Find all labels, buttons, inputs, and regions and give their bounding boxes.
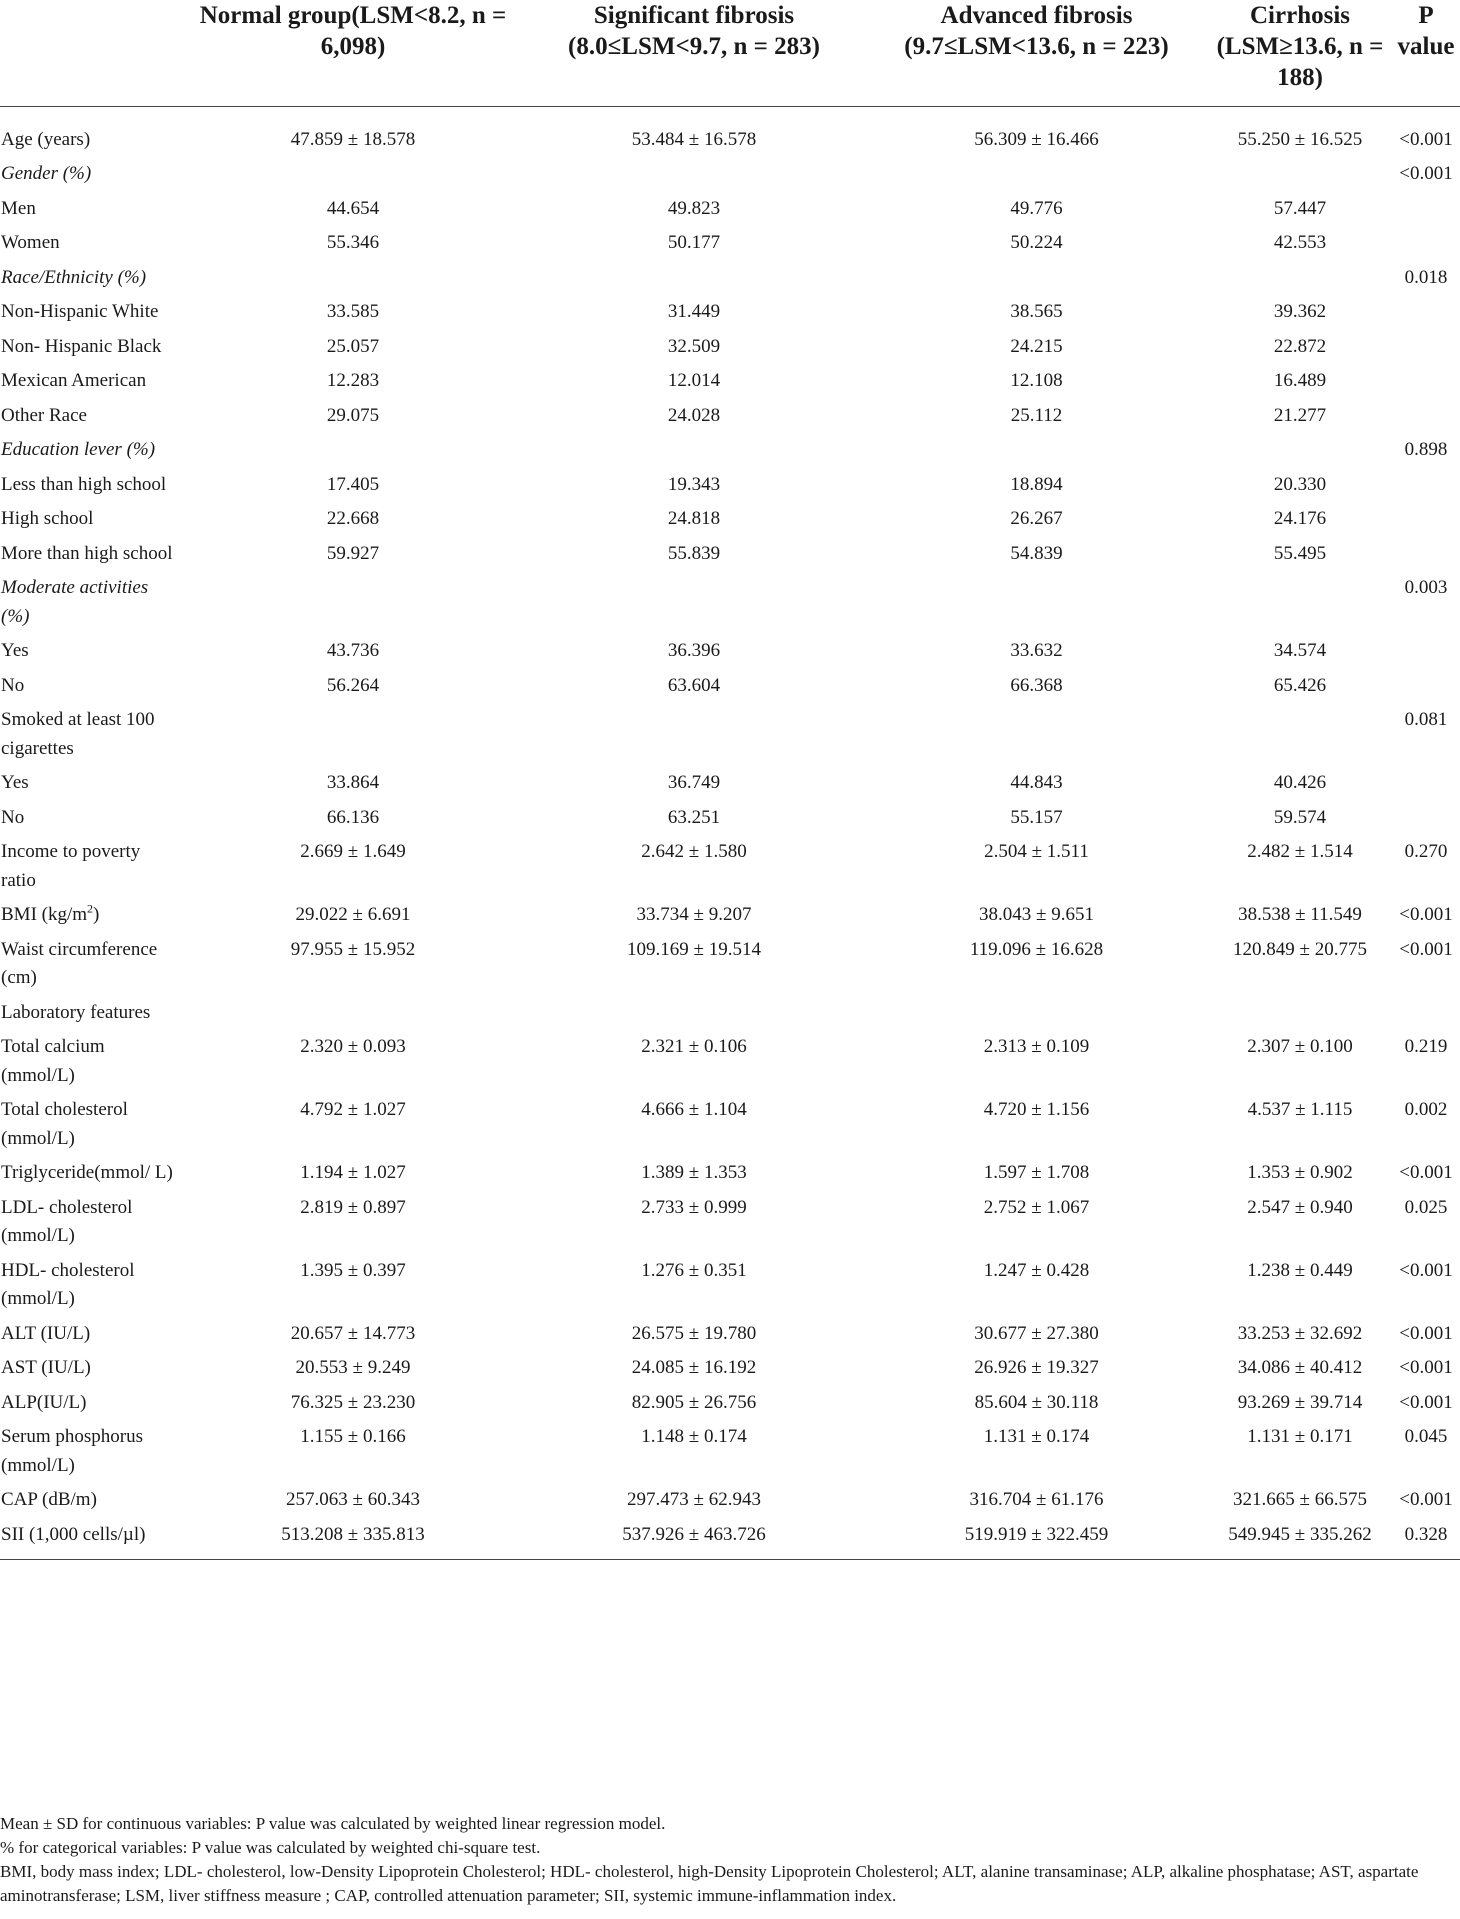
- cell-normal-group: 2.320 ± 0.093: [300, 1036, 406, 1057]
- cell-cirrhosis: 1.131 ± 0.171: [1247, 1426, 1353, 1447]
- cell-significant-fibrosis: 2.321 ± 0.106: [641, 1036, 747, 1057]
- cell-advanced-fibrosis: 1.247 ± 0.428: [983, 1259, 1090, 1281]
- cell-cirrhosis: 16.489: [1273, 370, 1327, 391]
- cell-p-value: <0.001: [1399, 1322, 1453, 1344]
- cell-normal-group: 513.208 ± 335.813: [281, 1523, 425, 1545]
- cell-significant-fibrosis: 19.343: [667, 473, 721, 495]
- row-label-text: Waist circumference (cm): [1, 938, 158, 988]
- cell-normal-group: 1.395 ± 0.397: [300, 1259, 406, 1281]
- cell-cirrhosis: 42.553: [1273, 232, 1327, 253]
- table-row: [0, 993, 1460, 1028]
- cell-significant-fibrosis: 26.575 ± 19.780: [631, 1322, 757, 1344]
- cell-p-value: [1392, 465, 1460, 500]
- header-cell-advanced-fibrosis: Advanced fibrosis (9.7≤LSM<13.6, n = 223): [865, 0, 1208, 106]
- cell-advanced-fibrosis: 316.704 ± 61.176: [969, 1489, 1104, 1510]
- cell-significant-fibrosis: [523, 993, 865, 1028]
- row-label: [0, 1314, 183, 1349]
- cell-cirrhosis: 24.176: [1273, 508, 1327, 529]
- cell-normal-group: 55.346: [326, 232, 380, 253]
- cell-cirrhosis: [1208, 154, 1392, 189]
- cell-cirrhosis: 1.353 ± 0.902: [1247, 1162, 1353, 1183]
- row-label: [0, 189, 183, 224]
- row-label: [0, 930, 183, 993]
- cell-normal-group: 12.283: [326, 370, 380, 391]
- cell-significant-fibrosis: 537.926 ± 463.726: [622, 1523, 766, 1545]
- cell-significant-fibrosis: 53.484 ± 16.578: [631, 128, 757, 150]
- table-row: [0, 631, 1460, 666]
- cell-normal-group: 56.264: [326, 674, 380, 696]
- cell-cirrhosis: 39.362: [1273, 301, 1327, 322]
- row-label-text: Less than high school: [1, 473, 167, 495]
- row-label: [0, 154, 183, 189]
- cell-advanced-fibrosis: 85.604 ± 30.118: [974, 1391, 1099, 1413]
- cell-advanced-fibrosis: 12.108: [1010, 370, 1063, 391]
- header-cell-cirrhosis: Cirrhosis (LSM≥13.6, n = 188): [1208, 0, 1392, 106]
- cell-normal-group: 1.194 ± 1.027: [300, 1162, 406, 1183]
- cell-cirrhosis: 34.574: [1273, 640, 1327, 661]
- cell-p-value: [1392, 993, 1460, 1028]
- cell-advanced-fibrosis: [865, 258, 1208, 293]
- cell-cirrhosis: 93.269 ± 39.714: [1237, 1391, 1363, 1413]
- table-row: [0, 763, 1460, 798]
- row-label: [0, 1027, 183, 1090]
- cell-significant-fibrosis: 24.085 ± 16.192: [631, 1357, 757, 1378]
- row-label-text: No: [1, 674, 25, 696]
- table-row: [0, 1153, 1460, 1188]
- cell-normal-group: 33.585: [326, 301, 380, 322]
- cell-cirrhosis: [1208, 700, 1392, 763]
- cell-normal-group: 47.859 ± 18.578: [290, 128, 416, 150]
- header-cell-normal-group: Normal group(LSM<8.2, n = 6,098): [183, 0, 523, 106]
- row-label: [0, 292, 183, 327]
- cell-cirrhosis: 321.665 ± 66.575: [1233, 1489, 1367, 1510]
- table-row: [0, 1090, 1460, 1153]
- cell-p-value: [1392, 396, 1460, 431]
- cell-advanced-fibrosis: 1.131 ± 0.174: [983, 1426, 1090, 1447]
- cell-advanced-fibrosis: 49.776: [1010, 197, 1063, 219]
- cell-advanced-fibrosis: 55.157: [1010, 806, 1063, 828]
- cell-cirrhosis: 2.307 ± 0.100: [1247, 1036, 1353, 1057]
- cell-advanced-fibrosis: [865, 154, 1208, 189]
- table-row: [0, 258, 1460, 293]
- cell-significant-fibrosis: 2.733 ± 0.999: [641, 1196, 747, 1218]
- cell-normal-group: [183, 430, 523, 465]
- cell-significant-fibrosis: 36.396: [667, 640, 721, 661]
- cell-cirrhosis: 120.849 ± 20.775: [1233, 938, 1367, 960]
- cell-significant-fibrosis: 24.028: [667, 404, 721, 426]
- row-label: [0, 895, 183, 930]
- cell-p-value: 0.018: [1404, 266, 1448, 288]
- cell-advanced-fibrosis: 56.309 ± 16.466: [974, 128, 1099, 150]
- table-row: [0, 189, 1460, 224]
- cell-p-value: 0.081: [1404, 709, 1448, 730]
- cell-cirrhosis: [1208, 430, 1392, 465]
- cell-significant-fibrosis: 36.749: [667, 772, 721, 793]
- cell-cirrhosis: 1.238 ± 0.449: [1247, 1259, 1353, 1281]
- table-row: [0, 1417, 1460, 1480]
- header-cell-p-value: P value: [1392, 0, 1460, 106]
- row-label-text: HDL- cholesterol (mmol/L): [1, 1259, 135, 1309]
- table-footnotes: [0, 1812, 1460, 1908]
- cell-cirrhosis: 2.547 ± 0.940: [1247, 1196, 1353, 1218]
- cell-cirrhosis: 38.538 ± 11.549: [1238, 904, 1362, 925]
- cell-p-value: 0.002: [1404, 1099, 1448, 1120]
- row-label-superscript: 2: [87, 901, 94, 916]
- cell-normal-group: 2.669 ± 1.649: [300, 841, 406, 862]
- cell-significant-fibrosis: 1.276 ± 0.351: [641, 1259, 747, 1281]
- cell-cirrhosis: 55.250 ± 16.525: [1237, 128, 1363, 150]
- cell-significant-fibrosis: 1.148 ± 0.174: [641, 1426, 747, 1447]
- table-row: [0, 1027, 1460, 1090]
- cell-normal-group: 66.136: [326, 806, 380, 828]
- row-label-text: Yes: [1, 772, 29, 793]
- cell-significant-fibrosis: 1.389 ± 1.353: [641, 1162, 747, 1183]
- row-label-text: High school: [1, 508, 94, 529]
- cell-normal-group: 1.155 ± 0.166: [300, 1426, 406, 1447]
- cell-cirrhosis: 55.495: [1273, 542, 1327, 564]
- row-label-text: Non-Hispanic White: [1, 301, 159, 322]
- cell-normal-group: 76.325 ± 23.230: [290, 1391, 416, 1413]
- cell-normal-group: [183, 258, 523, 293]
- cell-advanced-fibrosis: 4.720 ± 1.156: [983, 1099, 1090, 1120]
- cell-advanced-fibrosis: 38.043 ± 9.651: [979, 904, 1094, 925]
- table-row: [0, 223, 1460, 258]
- cell-p-value: [1392, 666, 1460, 701]
- table-row: [0, 700, 1460, 763]
- row-label-text: BMI (kg/m: [1, 904, 88, 925]
- cell-p-value: [1392, 189, 1460, 224]
- cell-significant-fibrosis: 63.251: [667, 806, 721, 828]
- cell-p-value: 0.328: [1404, 1523, 1448, 1545]
- row-label: [0, 430, 183, 465]
- cell-p-value: 0.003: [1404, 577, 1448, 598]
- cell-normal-group: 43.736: [326, 640, 380, 661]
- cell-cirrhosis: 33.253 ± 32.692: [1237, 1322, 1363, 1344]
- row-label-text: Moderate activities (%): [1, 577, 149, 627]
- table-row: [0, 1383, 1460, 1418]
- row-label-text: Age (years): [1, 128, 91, 150]
- row-label: [0, 1515, 183, 1560]
- row-label-text: AST (IU/L): [1, 1357, 91, 1378]
- cell-significant-fibrosis: 50.177: [667, 232, 721, 253]
- table-row: [0, 465, 1460, 500]
- row-label: [0, 1480, 183, 1515]
- row-label: [0, 465, 183, 500]
- table-body: [0, 106, 1460, 1560]
- cell-significant-fibrosis: [523, 154, 865, 189]
- cell-significant-fibrosis: [523, 700, 865, 763]
- cell-p-value: [1392, 534, 1460, 569]
- cell-p-value: <0.001: [1399, 1489, 1453, 1510]
- row-label: [0, 631, 183, 666]
- row-label: [0, 327, 183, 362]
- cell-normal-group: 4.792 ± 1.027: [300, 1099, 406, 1120]
- cell-p-value: <0.001: [1399, 1357, 1453, 1378]
- cell-normal-group: [183, 993, 523, 1028]
- cell-advanced-fibrosis: 519.919 ± 322.459: [964, 1523, 1109, 1545]
- cell-normal-group: 59.927: [326, 542, 380, 564]
- cell-normal-group: 257.063 ± 60.343: [286, 1489, 420, 1510]
- cell-normal-group: 29.075: [326, 404, 380, 426]
- cell-p-value: [1392, 292, 1460, 327]
- cell-normal-group: 22.668: [326, 508, 380, 529]
- cell-advanced-fibrosis: 66.368: [1010, 674, 1063, 696]
- cell-advanced-fibrosis: 44.843: [1010, 772, 1063, 793]
- cell-advanced-fibrosis: 24.215: [1010, 335, 1063, 357]
- row-label: [0, 700, 183, 763]
- cell-p-value: <0.001: [1399, 1162, 1453, 1183]
- cell-cirrhosis: 40.426: [1273, 772, 1327, 793]
- table-row: [0, 895, 1460, 930]
- cell-advanced-fibrosis: 54.839: [1010, 542, 1063, 564]
- cell-normal-group: 97.955 ± 15.952: [290, 938, 416, 960]
- table-row: [0, 154, 1460, 189]
- row-label: [0, 223, 183, 258]
- row-label: [0, 993, 183, 1028]
- cell-advanced-fibrosis: 50.224: [1010, 232, 1063, 253]
- cell-p-value: <0.001: [1399, 163, 1453, 184]
- row-label-text: Income to poverty ratio: [1, 841, 141, 891]
- row-label: [0, 258, 183, 293]
- row-label: [0, 1417, 183, 1480]
- table-row: [0, 1251, 1460, 1314]
- header-cell-significant-fibrosis: Significant fibrosis (8.0≤LSM<9.7, n = 283): [523, 0, 865, 106]
- row-label: [0, 499, 183, 534]
- cell-advanced-fibrosis: 26.267: [1010, 508, 1063, 529]
- cell-cirrhosis: 34.086 ± 40.412: [1237, 1357, 1363, 1378]
- row-label-text: More than high school: [1, 542, 173, 564]
- cell-advanced-fibrosis: 119.096 ± 16.628: [969, 938, 1104, 960]
- table-row: [0, 666, 1460, 701]
- cell-normal-group: 20.657 ± 14.773: [290, 1322, 416, 1344]
- cell-p-value: 0.898: [1404, 439, 1448, 460]
- cell-p-value: 0.025: [1404, 1196, 1448, 1218]
- row-label: [0, 1348, 183, 1383]
- row-label: [0, 1188, 183, 1251]
- cell-cirrhosis: 22.872: [1273, 335, 1327, 357]
- cell-significant-fibrosis: 82.905 ± 26.756: [631, 1391, 757, 1413]
- cell-significant-fibrosis: 109.169 ± 19.514: [627, 938, 761, 960]
- cell-p-value: <0.001: [1399, 938, 1453, 960]
- table-row: [0, 327, 1460, 362]
- row-label-text: Serum phosphorus (mmol/L): [1, 1426, 143, 1476]
- row-label: [0, 832, 183, 895]
- cell-significant-fibrosis: 31.449: [667, 301, 721, 322]
- cell-advanced-fibrosis: 38.565: [1010, 301, 1063, 322]
- cell-p-value: 0.270: [1404, 841, 1448, 862]
- cell-significant-fibrosis: 63.604: [667, 674, 721, 696]
- row-label-text: CAP (dB/m): [1, 1489, 97, 1510]
- row-label: [0, 534, 183, 569]
- footnote: Mean ± SD for continuous variables: P value was calculated by weighted linear regression model.: [0, 1814, 666, 1833]
- cell-p-value: [1392, 499, 1460, 534]
- cell-significant-fibrosis: 32.509: [667, 335, 721, 357]
- row-label-text: No: [1, 806, 25, 828]
- cell-cirrhosis: 2.482 ± 1.514: [1247, 841, 1353, 862]
- table-row: [0, 292, 1460, 327]
- row-label-text: Race/Ethnicity (%): [1, 266, 147, 288]
- cell-cirrhosis: 21.277: [1273, 404, 1327, 426]
- cell-normal-group: 17.405: [326, 473, 380, 495]
- cell-cirrhosis: 4.537 ± 1.115: [1247, 1099, 1353, 1120]
- cell-p-value: 0.045: [1404, 1426, 1448, 1447]
- table-row: [0, 396, 1460, 431]
- cell-cirrhosis: [1208, 568, 1392, 631]
- table-row: [0, 798, 1460, 833]
- cell-significant-fibrosis: 2.642 ± 1.580: [641, 841, 747, 862]
- table-row: [0, 534, 1460, 569]
- cell-advanced-fibrosis: 30.677 ± 27.380: [974, 1322, 1099, 1344]
- cell-significant-fibrosis: 24.818: [667, 508, 721, 529]
- row-label: [0, 1383, 183, 1418]
- row-label-text: Total cholesterol (mmol/L): [1, 1099, 128, 1149]
- row-label: [0, 396, 183, 431]
- cell-normal-group: 29.022 ± 6.691: [295, 904, 411, 925]
- cell-cirrhosis: 20.330: [1273, 473, 1327, 495]
- cell-p-value: [1392, 361, 1460, 396]
- cell-significant-fibrosis: 49.823: [667, 197, 721, 219]
- cell-cirrhosis: 549.945 ± 335.262: [1228, 1523, 1372, 1545]
- row-label: [0, 361, 183, 396]
- row-label-text: Men: [1, 197, 36, 219]
- cell-advanced-fibrosis: [865, 568, 1208, 631]
- cell-p-value: <0.001: [1399, 1259, 1453, 1281]
- table-row: [0, 568, 1460, 631]
- cell-advanced-fibrosis: 18.894: [1010, 473, 1063, 495]
- row-label-text: Triglyceride(mmol/ L): [1, 1162, 173, 1183]
- cell-p-value: [1392, 763, 1460, 798]
- table-row: [0, 832, 1460, 895]
- table-row: [0, 430, 1460, 465]
- cell-p-value: <0.001: [1399, 128, 1453, 150]
- cell-advanced-fibrosis: [865, 700, 1208, 763]
- cell-normal-group: 25.057: [326, 335, 380, 357]
- table-row: [0, 1348, 1460, 1383]
- cell-p-value: [1392, 223, 1460, 258]
- table-row: [0, 1314, 1460, 1349]
- cell-significant-fibrosis: 12.014: [667, 370, 721, 391]
- cell-significant-fibrosis: 4.666 ± 1.104: [641, 1099, 747, 1120]
- row-label-text: ALP(IU/L): [1, 1391, 87, 1413]
- cell-advanced-fibrosis: 1.597 ± 1.708: [983, 1162, 1090, 1183]
- cell-advanced-fibrosis: 2.752 ± 1.067: [983, 1196, 1090, 1218]
- row-label-suffix: ): [93, 904, 100, 925]
- cell-p-value: [1392, 798, 1460, 833]
- cell-advanced-fibrosis: 2.313 ± 0.109: [983, 1036, 1090, 1057]
- cell-advanced-fibrosis: 33.632: [1010, 640, 1063, 661]
- cell-normal-group: 44.654: [326, 197, 380, 219]
- row-label: [0, 106, 183, 154]
- cell-p-value: <0.001: [1399, 904, 1453, 925]
- cell-cirrhosis: 57.447: [1273, 197, 1327, 219]
- cell-normal-group: 20.553 ± 9.249: [295, 1357, 411, 1378]
- cell-cirrhosis: [1208, 258, 1392, 293]
- row-label-text: Laboratory features: [1, 1001, 151, 1023]
- cell-normal-group: 2.819 ± 0.897: [300, 1196, 406, 1218]
- footnote: BMI, body mass index; LDL- cholesterol, low-Density Lipoprotein Cholesterol; HDL- cholesterol, high-Density Lipoprotein Cholesterol; ALT, alanine transaminase; ALP, alkaline phosphatase; AST, aspartate aminotransferase; LSM, liver stiffness measure ; CAP, controlled attenuation parameter; SII, systemic immune-inflammation index.: [0, 1862, 1419, 1905]
- cell-advanced-fibrosis: [865, 993, 1208, 1028]
- row-label-text: Gender (%): [1, 163, 92, 184]
- cell-advanced-fibrosis: 25.112: [1010, 404, 1063, 426]
- cell-normal-group: [183, 568, 523, 631]
- cell-normal-group: 33.864: [326, 772, 380, 793]
- cell-advanced-fibrosis: [865, 430, 1208, 465]
- table-row: [0, 361, 1460, 396]
- row-label: [0, 763, 183, 798]
- cell-p-value: 0.219: [1404, 1036, 1448, 1057]
- cell-normal-group: [183, 154, 523, 189]
- row-label-text: Mexican American: [1, 370, 147, 391]
- row-label: [0, 1153, 183, 1188]
- row-label-text: Smoked at least 100 cigarettes: [1, 709, 155, 759]
- cell-significant-fibrosis: 55.839: [667, 542, 721, 564]
- row-label: [0, 666, 183, 701]
- cell-advanced-fibrosis: 2.504 ± 1.511: [984, 841, 1089, 862]
- row-label-text: SII (1,000 cells/µl): [1, 1523, 146, 1545]
- table-header-row: [0, 0, 1460, 106]
- row-label: [0, 798, 183, 833]
- header-cell-label: [0, 0, 183, 106]
- cell-normal-group: [183, 700, 523, 763]
- row-label-text: ALT (IU/L): [1, 1322, 91, 1344]
- cell-cirrhosis: 59.574: [1273, 806, 1327, 828]
- cell-p-value: [1392, 631, 1460, 666]
- table-row: [0, 1188, 1460, 1251]
- row-label-text: Women: [1, 232, 60, 253]
- table-row: [0, 1480, 1460, 1515]
- cell-significant-fibrosis: [523, 430, 865, 465]
- table-row: [0, 106, 1460, 154]
- footnote: % for categorical variables: P value was calculated by weighted chi-square test.: [0, 1838, 541, 1857]
- cell-significant-fibrosis: 33.734 ± 9.207: [636, 904, 752, 925]
- table-row: [0, 1515, 1460, 1560]
- row-label: [0, 1090, 183, 1153]
- cell-p-value: <0.001: [1399, 1391, 1453, 1413]
- row-label: [0, 1251, 183, 1314]
- row-label-text: Total calcium (mmol/L): [1, 1036, 105, 1086]
- cell-significant-fibrosis: 297.473 ± 62.943: [627, 1489, 761, 1510]
- table-row: [0, 499, 1460, 534]
- cell-p-value: [1392, 327, 1460, 362]
- row-label-text: Other Race: [1, 404, 87, 426]
- row-label-text: LDL- cholesterol (mmol/L): [1, 1196, 133, 1246]
- row-label-text: Education lever (%): [1, 439, 156, 460]
- cell-cirrhosis: 65.426: [1273, 674, 1327, 696]
- row-label-text: Yes: [1, 640, 29, 661]
- cell-significant-fibrosis: [523, 568, 865, 631]
- cell-significant-fibrosis: [523, 258, 865, 293]
- cell-cirrhosis: [1208, 993, 1392, 1028]
- table-row: [0, 930, 1460, 993]
- cell-advanced-fibrosis: 26.926 ± 19.327: [974, 1357, 1099, 1378]
- row-label-text: Non- Hispanic Black: [1, 335, 162, 357]
- row-label: [0, 568, 183, 631]
